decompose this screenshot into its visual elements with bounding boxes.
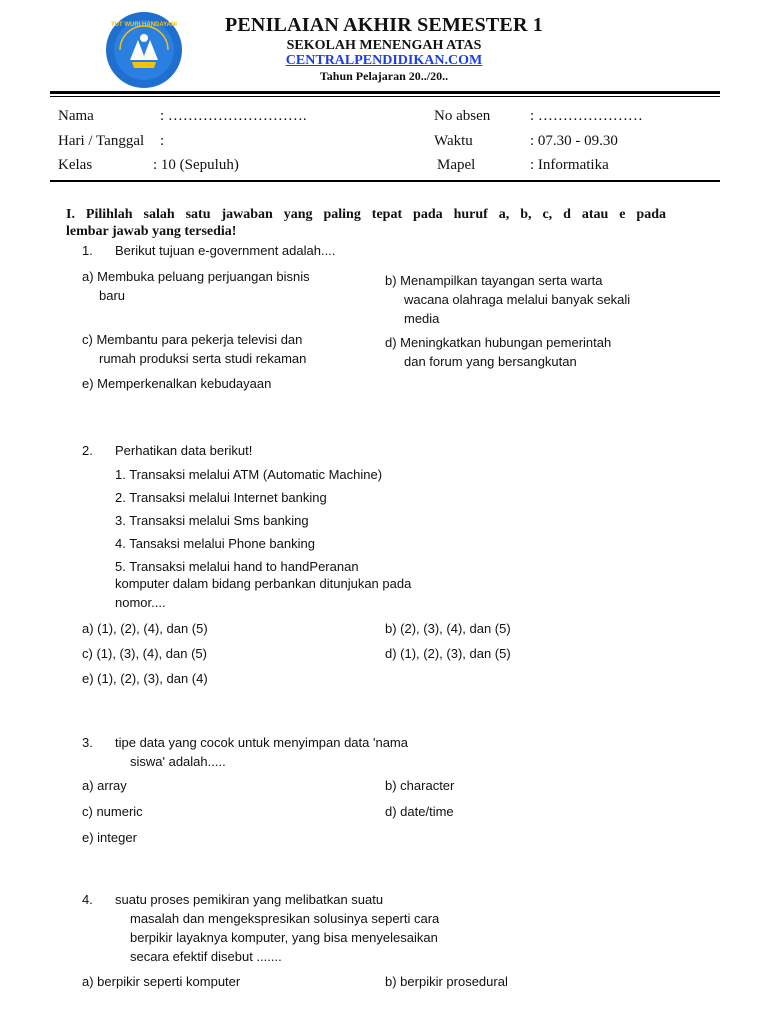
option-line: d) Meningkatkan hubungan pemerintah — [385, 335, 612, 350]
school-name: SEKOLAH MENENGAH ATAS — [286, 38, 482, 53]
option-line: rumah produksi serta studi rekaman — [99, 351, 307, 366]
text-line: berpikir layaknya komputer, yang bisa menyelesaikan — [130, 930, 438, 945]
option-b[interactable]: b) berpikir prosedural — [385, 974, 508, 989]
option-b[interactable] — [385, 271, 630, 328]
instruction-line-1: I. Pilihlah salah satu jawaban yang paling tepat pada huruf a, b, c, d atau e pada — [66, 207, 666, 222]
list-item: 5. Transaksi melalui hand to handPeranan — [115, 559, 359, 574]
kelas-value: : 10 (Sepuluh) — [153, 157, 239, 173]
list-item: 1. Transaksi melalui ATM (Automatic Machine) — [115, 467, 383, 482]
question-text — [115, 890, 439, 966]
option-d[interactable]: d) date/time — [385, 804, 454, 819]
option-d[interactable]: d) (1), (2), (3), dan (5) — [385, 646, 511, 661]
waktu-label: Waktu — [434, 133, 473, 149]
option-a[interactable] — [82, 267, 310, 305]
academic-year: Tahun Pelajaran 20../20.. — [319, 69, 449, 83]
question-number: 4. — [82, 892, 93, 907]
option-c[interactable]: c) (1), (3), (4), dan (5) — [82, 646, 207, 661]
option-b[interactable]: b) (2), (3), (4), dan (5) — [385, 621, 511, 636]
instruction-line-2: lembar jawab yang tersedia! — [66, 224, 237, 239]
option-line: c) Membantu para pekerja televisi dan — [82, 332, 303, 347]
list-item: komputer dalam bidang perbankan ditunjukan pada — [115, 576, 412, 591]
option-e[interactable]: e) integer — [82, 830, 137, 845]
option-line: wacana olahraga melalui banyak sekali — [404, 292, 631, 307]
list-item: nomor.... — [115, 595, 166, 610]
text-line: secara efektif disebut ....... — [130, 949, 282, 964]
nama-field[interactable]: : ………………………. — [160, 108, 307, 124]
question-text: Berikut tujuan e-government adalah.... — [115, 243, 336, 258]
hari-field[interactable]: : — [160, 133, 165, 149]
tut-wuri-handayani-logo — [104, 10, 184, 90]
text-line: tipe data yang cocok untuk menyimpan data 'nama — [115, 735, 408, 750]
option-line: dan forum yang bersangkutan — [404, 354, 577, 369]
option-b[interactable]: b) character — [385, 778, 455, 793]
question-text: Perhatikan data berikut! — [115, 443, 253, 458]
option-e[interactable]: e) Memperkenalkan kebudayaan — [82, 376, 272, 391]
option-line: media — [404, 311, 440, 326]
option-d[interactable] — [385, 333, 611, 371]
question-number: 2. — [82, 443, 93, 458]
list-item: 4. Tansaksi melalui Phone banking — [115, 536, 315, 551]
question-number: 3. — [82, 735, 93, 750]
absen-label: No absen — [434, 108, 491, 124]
question-items — [115, 463, 382, 578]
text-line: siswa' adalah..... — [130, 754, 226, 769]
svg-text:TUT WURI HANDAYANI: TUT WURI HANDAYANI — [111, 22, 177, 28]
waktu-value: : 07.30 - 09.30 — [530, 133, 618, 149]
question-text — [115, 733, 408, 771]
mapel-value: : Informatika — [530, 157, 609, 173]
question-number: 1. — [82, 243, 93, 258]
option-line: a) Membuka peluang perjuangan bisnis — [82, 269, 310, 284]
option-line: b) Menampilkan tayangan serta warta — [385, 273, 603, 288]
absen-field[interactable]: : ………………… — [530, 108, 643, 124]
option-a[interactable]: a) array — [82, 778, 127, 793]
info-divider — [50, 180, 720, 182]
option-c[interactable] — [82, 330, 306, 368]
list-item: 3. Transaksi melalui Sms banking — [115, 513, 309, 528]
option-e[interactable]: e) (1), (2), (3), dan (4) — [82, 671, 208, 686]
text-line: suatu proses pemikiran yang melibatkan suatu — [115, 892, 384, 907]
website-link[interactable]: CENTRALPENDIDIKAN.COM — [285, 53, 483, 68]
text-line: masalah dan mengekspresikan solusinya seperti cara — [130, 911, 440, 926]
hari-label: Hari / Tanggal — [58, 133, 145, 149]
header-divider-thin — [50, 96, 720, 97]
exam-title: PENILAIAN AKHIR SEMESTER 1 — [224, 14, 544, 36]
mapel-label: Mapel — [437, 157, 476, 173]
option-line: baru — [99, 288, 126, 303]
list-item: 2. Transaksi melalui Internet banking — [115, 490, 327, 505]
question-continuation — [115, 574, 411, 612]
option-c[interactable]: c) numeric — [82, 804, 143, 819]
instruction — [66, 206, 666, 240]
option-a[interactable]: a) (1), (2), (4), dan (5) — [82, 621, 208, 636]
header-divider-thick — [50, 91, 720, 94]
option-a[interactable]: a) berpikir seperti komputer — [82, 974, 241, 989]
nama-label: Nama — [58, 108, 94, 124]
kelas-label: Kelas — [58, 157, 93, 173]
